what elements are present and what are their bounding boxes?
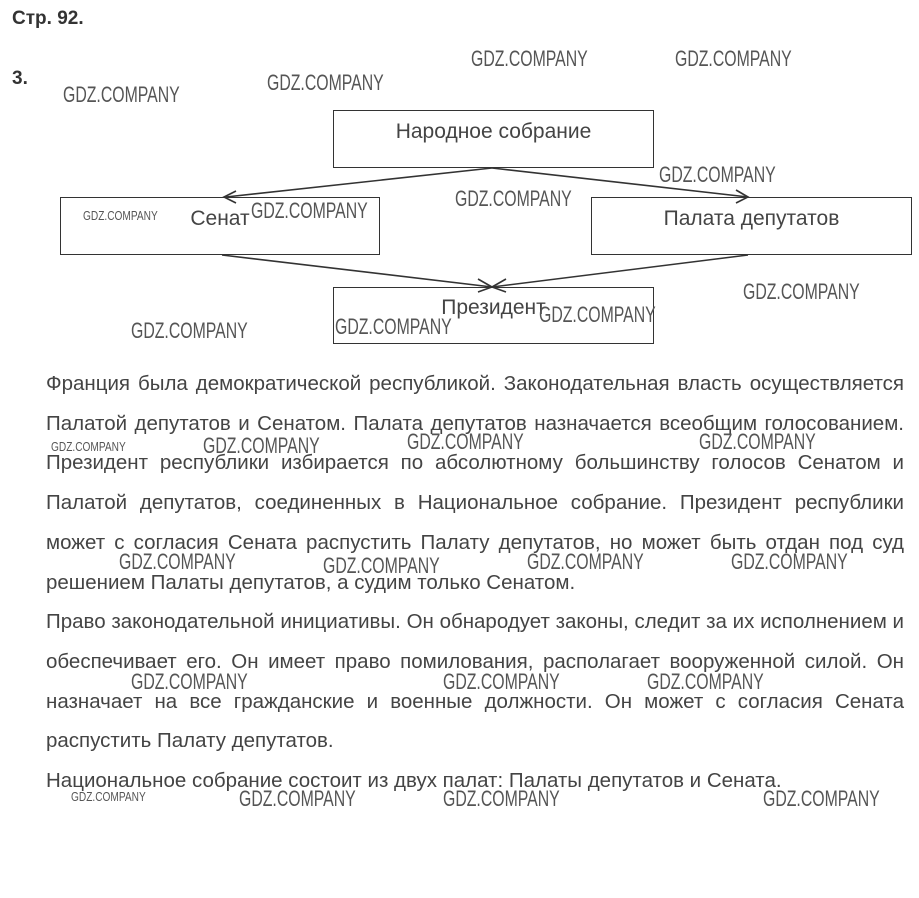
watermark: GDZ.COMPANY <box>527 549 644 574</box>
paragraph-3: Национальное собрание состоит из двух палат: Палаты депутатов и Сената. <box>46 769 782 793</box>
watermark: GDZ.COMPANY <box>443 669 560 694</box>
watermark: GDZ.COMPANY <box>119 549 236 574</box>
watermark: GDZ.COMPANY <box>407 429 524 454</box>
watermark: GDZ.COMPANY <box>647 669 764 694</box>
watermark: GDZ.COMPANY <box>131 318 248 343</box>
watermark: GDZ.COMPANY <box>267 70 384 95</box>
senate-label: Сенат <box>190 207 250 230</box>
page-heading: Стр. 92. <box>12 8 84 29</box>
president-label: Президент <box>441 296 546 319</box>
paragraph-1: Франция была демократической республикой. Законодательная власть осуществляется Палатой депутатов и Сенатом. Палата депутатов назначается всеобщим голосованием. Президент республики избирается по абсолютному большинству голосов Сенатом и Палатой депутатов, соединенных в Национальное собрание. Президент республики может с согласия Сената распустить Палату депутатов, но может быть отдан под суд решением Палаты депутатов, а судим только Сенатом. <box>46 372 904 594</box>
watermark: GDZ.COMPANY <box>131 669 248 694</box>
watermark: GDZ.COMPANY <box>763 786 880 811</box>
watermark: GDZ.COMPANY <box>335 314 452 339</box>
watermark: GDZ.COMPANY <box>443 786 560 811</box>
watermark: GDZ.COMPANY <box>471 46 588 71</box>
arrow-assembly-to-senate <box>226 168 492 197</box>
watermark: GDZ.COMPANY <box>731 549 848 574</box>
watermark: GDZ.COMPANY <box>659 162 776 187</box>
watermark: GDZ.COMPANY <box>83 208 158 223</box>
chamber-of-deputies-label: Палата депутатов <box>663 207 840 230</box>
chamber-of-deputies-box <box>591 197 912 255</box>
watermark: GDZ.COMPANY <box>51 439 126 454</box>
watermark: GDZ.COMPANY <box>239 786 356 811</box>
arrow-chamber-to-president <box>492 255 748 287</box>
watermark: GDZ.COMPANY <box>203 433 320 458</box>
watermark: GDZ.COMPANY <box>63 82 180 107</box>
watermark: GDZ.COMPANY <box>455 186 572 211</box>
national-assembly-box <box>333 110 654 168</box>
paragraph-2: Право законодательной инициативы. Он обнародует законы, следит за их исполнением и обеспечивает его. Он имеет право помилования, располагает вооруженной силой. Он назначает на все гражданские и военные должности. Он может с согласия Сената распустить Палату депутатов. <box>46 610 904 753</box>
watermark: GDZ.COMPANY <box>743 279 860 304</box>
watermark: GDZ.COMPANY <box>539 302 656 327</box>
arrow-senate-to-president <box>222 255 492 287</box>
national-assembly-label: Народное собрание <box>395 120 592 143</box>
watermark: GDZ.COMPANY <box>699 429 816 454</box>
watermark: GDZ.COMPANY <box>251 198 368 223</box>
task-number: 3. <box>12 68 28 89</box>
watermark: GDZ.COMPANY <box>675 46 792 71</box>
watermark: GDZ.COMPANY <box>71 789 146 804</box>
watermark: GDZ.COMPANY <box>323 553 440 578</box>
